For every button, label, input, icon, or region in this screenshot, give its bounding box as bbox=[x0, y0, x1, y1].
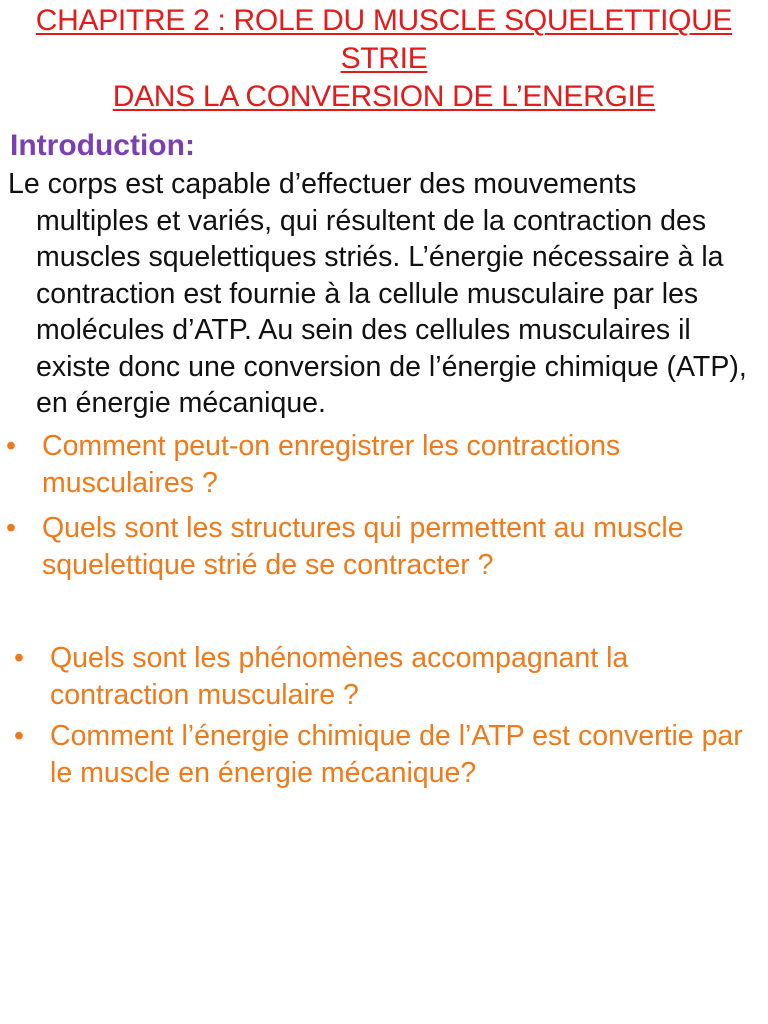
question-item bbox=[6, 428, 762, 502]
question-item bbox=[14, 718, 750, 792]
question-list-1 bbox=[0, 428, 768, 584]
introduction-heading: Introduction: bbox=[10, 129, 195, 162]
question-text: Quels sont les structures qui permettent au muscle squelettique strié de se contracter ? bbox=[42, 511, 684, 581]
question-text: Comment peut-on enregistrer les contractions musculaires ? bbox=[42, 429, 621, 499]
question-text: Quels sont les phénomènes accompagnant la contraction musculaire ? bbox=[50, 641, 629, 711]
chapter-title-line-1: CHAPITRE 2 : ROLE DU MUSCLE SQUELETTIQUE STRIE bbox=[35, 4, 733, 75]
introduction-paragraph: Le corps est capable d’effectuer des mouvements multiples et variés, qui résultent de la contraction des muscles squelettiques striés. L’énergie nécessaire à la contraction est fournie à la cellule musculaire par les molécules d’ATP. Au sein des cellules musculaires il existe donc une conversion de l’énergie chimique (ATP), en énergie mécanique. bbox=[8, 168, 747, 419]
question-item bbox=[6, 510, 762, 584]
bullet-icon: • bbox=[6, 429, 16, 462]
question-text: Comment l’énergie chimique de l’ATP est convertie par le muscle en énergie mécanique? bbox=[50, 719, 743, 789]
bullet-icon: • bbox=[14, 641, 24, 674]
question-list-2 bbox=[0, 640, 768, 792]
chapter-title-line-2: DANS LA CONVERSION DE L’ENERGIE bbox=[112, 80, 656, 113]
question-item bbox=[14, 640, 750, 714]
chapter-title bbox=[0, 0, 768, 116]
bullet-icon: • bbox=[14, 719, 24, 752]
bullet-icon: • bbox=[6, 511, 16, 544]
